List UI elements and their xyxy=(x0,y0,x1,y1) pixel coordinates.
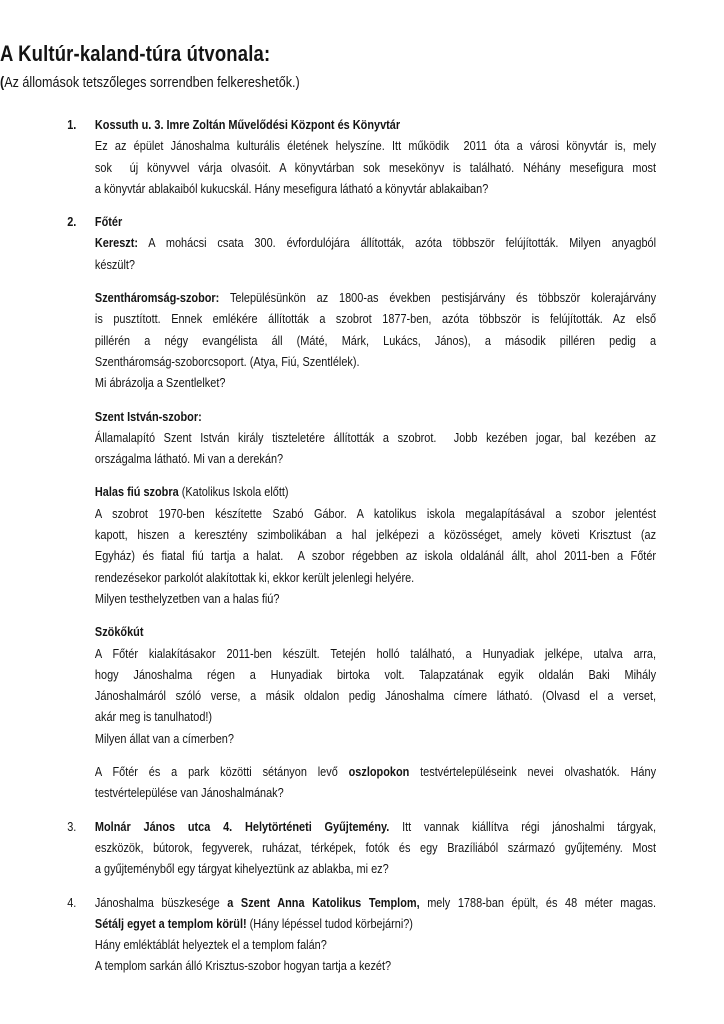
text: testvértelepülése van Jánoshalmának? xyxy=(94,785,284,801)
text-line xyxy=(95,503,656,524)
list-item-2 xyxy=(67,211,657,275)
text-line xyxy=(95,372,656,393)
bold-text: Szentháromság-szobor: xyxy=(94,290,220,306)
text: pillérén a négy evangélista áll (Máté, Márk, Lukács, János), a második pilléren pedig a xyxy=(94,332,657,348)
text: A templom sarkán álló Krisztus-szobor hogyan tartja a kezét? xyxy=(94,958,392,974)
list-item-3 xyxy=(67,816,657,880)
text: A szobrot 1970-ben készítette Szabó Gábor. A katolikus iskola megalapításával a szobor jelentést xyxy=(94,505,657,521)
document-content xyxy=(0,40,724,977)
text: (Hány lépéssel tudod körbejárni?) xyxy=(246,915,413,931)
text: Milyen testhelyzetben van a halas fiú? xyxy=(94,590,280,606)
text: sok új könyvvel várja olvasóit. A könyvtárban sok mesekönyv is található. Néhány mesefigura most xyxy=(94,159,657,175)
para-szokokut xyxy=(95,621,656,749)
list-item-1 xyxy=(67,114,657,199)
list-number: 3. xyxy=(67,818,77,834)
text: is pusztított. Ennek emlékére állították a szobrot 1877-ben, azóta többször is felújították. Az első xyxy=(94,311,657,327)
text-line xyxy=(95,178,656,199)
text: Az állomások tetszőleges sorrendben felkereshetők.) xyxy=(4,74,300,91)
text-line xyxy=(95,308,656,329)
text: rendezésekor parkolót alakítottak ki, ekkor került jelenlegi helyére. xyxy=(94,569,415,585)
list-number: 4. xyxy=(67,894,77,910)
text: készült? xyxy=(94,256,135,272)
doc-subtitle xyxy=(0,72,724,94)
text-line xyxy=(0,40,724,68)
bold-text: ( xyxy=(0,74,5,91)
bold-text: A Kultúr-kaland-túra útvonala: xyxy=(0,41,271,66)
text-line xyxy=(0,72,724,94)
text-line xyxy=(95,254,656,275)
text: A mohácsi csata 300. évfordulójára állították, azóta többször felújították. Milyen anyagból xyxy=(138,235,657,251)
text-line xyxy=(95,706,656,727)
text-line xyxy=(95,448,656,469)
text-line xyxy=(95,913,656,934)
text-line xyxy=(95,406,656,427)
text-line xyxy=(95,934,656,955)
text-line xyxy=(95,588,656,609)
text: Milyen állat van a címerben? xyxy=(94,730,234,746)
text: mely 1788-ban épült, és 48 méter magas. xyxy=(419,894,657,910)
bold-text: a Szent Anna Katolikus Templom, xyxy=(227,894,420,910)
list-number: 2. xyxy=(67,214,77,230)
text-line xyxy=(95,427,656,448)
text: Mi ábrázolja a Szentlelket? xyxy=(94,375,226,391)
text: kapott, hiszen a keresztény szimbolikában a hal jelképezi a közösséget, amely követi Krisztust (az xyxy=(94,527,657,543)
bold-text: Halas fiú szobra xyxy=(94,484,179,500)
text: a gyűjteményből egy tárgyat kihelyeztünk az ablakba, mi ez? xyxy=(94,861,389,877)
text-line xyxy=(95,287,656,308)
para-szent-istvan-szobor xyxy=(95,406,656,470)
text-line xyxy=(95,643,656,664)
text: (Katolikus Iskola előtt) xyxy=(178,484,289,500)
bold-text: Kossuth u. 3. Imre Zoltán Művelődési Központ és Könyvtár xyxy=(94,117,401,132)
text: Településünkön az 1800-as években pestisjárvány és többször kolerajárvány xyxy=(219,290,657,306)
text-line xyxy=(95,567,656,588)
text-line xyxy=(95,858,656,879)
text-line xyxy=(95,232,656,253)
text: a könyvtár ablakaiból kukucskál. Hány mesefigura látható a könyvtár ablakaiban? xyxy=(94,180,489,196)
list-item-4 xyxy=(67,892,657,977)
text: A Főtér és a park közötti sétányon levő xyxy=(94,764,349,780)
text: eszközök, bútorok, fegyverek, ruházat, térképek, fotók és egy Brazíliából származó gyűjtemény. Most xyxy=(94,839,657,855)
list-number: 1. xyxy=(67,117,77,132)
text-line xyxy=(95,892,656,913)
bold-text: Szent István-szobor: xyxy=(94,408,202,424)
text-line xyxy=(95,837,656,858)
text-line xyxy=(95,782,656,803)
bold-text: Kereszt: xyxy=(94,235,139,251)
text: Hány emléktáblát helyeztek el a templom falán? xyxy=(94,937,327,953)
text: Jánoshalma büszkesége xyxy=(94,894,228,910)
bold-text: Sétálj egyet a templom körül! xyxy=(94,915,247,931)
text-line xyxy=(95,664,656,685)
text: Itt vannak kiállítva régi jánoshalmi tárgyak, xyxy=(389,818,657,834)
bold-text: Szökőkút xyxy=(94,624,144,640)
text-line xyxy=(95,761,656,782)
text: Ez az épület Jánoshalma kulturális életének helyszíne. Itt működik 2011 óta a városi könyvtár is, mely xyxy=(94,138,657,154)
text-line xyxy=(95,114,656,135)
text: Szentháromság-szoborcsoport. (Atya, Fiú, Szentlélek). xyxy=(94,353,360,369)
text-line xyxy=(95,728,656,749)
text-line xyxy=(95,351,656,372)
bold-text: oszlopokon xyxy=(348,764,410,780)
text-line xyxy=(95,211,656,232)
text: akár meg is tanulhatod!) xyxy=(94,709,213,725)
para-oszlopok xyxy=(95,761,656,804)
text-line xyxy=(95,135,656,156)
para-szentharomsag-szobor xyxy=(95,287,656,393)
bold-text: Molnár János utca 4. Helytörténeti Gyűjtemény. xyxy=(94,818,390,834)
text-line xyxy=(95,524,656,545)
para-halas-fiu-szobra xyxy=(95,481,656,609)
text: Államalapító Szent István király tiszteletére állították a szobrot. Jobb kezében jogar, bal kezében az xyxy=(94,429,657,445)
text-line xyxy=(95,685,656,706)
bold-text: Főtér xyxy=(94,214,123,230)
text: országalma látható. Mi van a derekán? xyxy=(94,451,284,467)
text: hogy Jánoshalma régen a Hunyadiak birtoka volt. Talapzatának egyik oldalán Baki Mihály xyxy=(94,666,657,682)
text-line xyxy=(95,816,656,837)
text-line xyxy=(95,481,656,502)
text: Egyház) és fiatal fiú tartja a halat. A szobor régebben az iskola oldalánál állt, ahol 2011-ben a Főtér xyxy=(94,548,657,564)
text: A Főtér kialakításakor 2011-ben készült. Tetején holló található, a Hunyadiak jelképe, utalva arra, xyxy=(94,645,657,661)
text: testvértelepüléseink nevei olvashatók. Hány xyxy=(409,764,657,780)
text: Jánoshalmáról szóló verse, a másik oldalon pedig Jánoshalma címere látható. (Olvasd el a verset, xyxy=(94,688,657,704)
text-line xyxy=(95,955,656,976)
text-line xyxy=(95,157,656,178)
text-line xyxy=(95,621,656,642)
text-line xyxy=(95,330,656,351)
text-line xyxy=(95,545,656,566)
doc-title xyxy=(0,40,724,68)
